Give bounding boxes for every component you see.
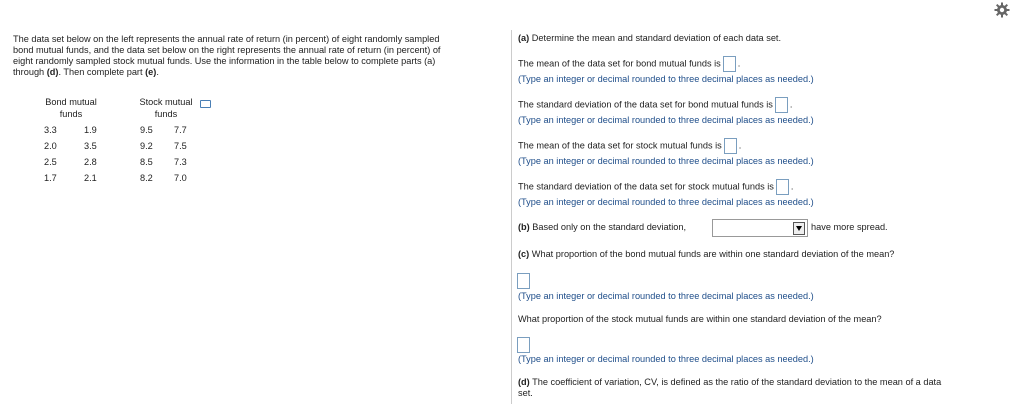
table-cell: 7.0 xyxy=(174,173,187,183)
part-b-suffix: have more spread. xyxy=(811,222,888,232)
table-cell: 3.3 xyxy=(44,125,57,135)
stock-header: Stock mutual funds xyxy=(139,97,193,119)
stock-funds-table xyxy=(132,96,200,120)
hint: (Type an integer or decimal rounded to three decimal places as needed.) xyxy=(518,74,814,84)
part-d-text: (d) The coefficient of variation, CV, is defined as the ratio of the standard deviation to the mean of a data set. xyxy=(518,377,942,398)
bond-mean-input[interactable] xyxy=(723,56,736,72)
part-c-q2: What proportion of the stock mutual funds are within one standard deviation of the mean? xyxy=(518,314,882,324)
problem-statement: The data set below on the left represents the annual rate of return (in percent) of eight randomly sampled bond mutual funds, and the data set below on the right represents the annual rate of return (in percent) of eight randomly sampled stock mutual funds. Use the information in the table below to complete parts (a) through (d). Then complete part (e). xyxy=(13,34,441,77)
table-cell: 8.2 xyxy=(140,173,153,183)
table-cell: 2.5 xyxy=(44,157,57,167)
table-cell: 7.7 xyxy=(174,125,187,135)
part-a-heading: (a) Determine the mean and standard deviation of each data set. xyxy=(518,33,782,43)
hint: (Type an integer or decimal rounded to three decimal places as needed.) xyxy=(518,354,814,364)
bond-sd-input[interactable] xyxy=(775,97,788,113)
q-stock-mean: The mean of the data set for stock mutual funds is . xyxy=(518,138,741,154)
table-cell: 1.7 xyxy=(44,173,57,183)
stock-proportion-input[interactable] xyxy=(517,337,530,353)
chevron-down-icon[interactable] xyxy=(793,222,805,235)
q-bond-sd: The standard deviation of the data set for bond mutual funds is . xyxy=(518,97,792,113)
hint: (Type an integer or decimal rounded to three decimal places as needed.) xyxy=(518,291,814,301)
part-c-q1: (c) What proportion of the bond mutual funds are within one standard deviation of the mean? xyxy=(518,249,895,259)
part-b-prefix: (b) Based only on the standard deviation, xyxy=(518,222,687,232)
panel-divider xyxy=(511,30,512,404)
table-cell: 9.2 xyxy=(140,141,153,151)
q-bond-mean: The mean of the data set for bond mutual funds is . xyxy=(518,56,740,72)
spread-dropdown[interactable] xyxy=(712,219,808,237)
table-cell: 2.1 xyxy=(84,173,97,183)
table-cell: 2.8 xyxy=(84,157,97,167)
table-cell: 9.5 xyxy=(140,125,153,135)
stock-sd-input[interactable] xyxy=(776,179,789,195)
copy-data-icon[interactable] xyxy=(200,100,211,108)
table-cell: 7.5 xyxy=(174,141,187,151)
q-stock-sd: The standard deviation of the data set for stock mutual funds is . xyxy=(518,179,793,195)
table-cell: 3.5 xyxy=(84,141,97,151)
bond-proportion-input[interactable] xyxy=(517,273,530,289)
hint: (Type an integer or decimal rounded to three decimal places as needed.) xyxy=(518,197,814,207)
bond-funds-table xyxy=(36,96,106,120)
table-cell: 2.0 xyxy=(44,141,57,151)
hint: (Type an integer or decimal rounded to three decimal places as needed.) xyxy=(518,156,814,166)
table-cell: 8.5 xyxy=(140,157,153,167)
settings-gear-icon[interactable] xyxy=(994,2,1010,18)
bond-header: Bond mutual funds xyxy=(45,97,97,119)
stock-mean-input[interactable] xyxy=(724,138,737,154)
hint: (Type an integer or decimal rounded to three decimal places as needed.) xyxy=(518,115,814,125)
table-cell: 7.3 xyxy=(174,157,187,167)
table-cell: 1.9 xyxy=(84,125,97,135)
